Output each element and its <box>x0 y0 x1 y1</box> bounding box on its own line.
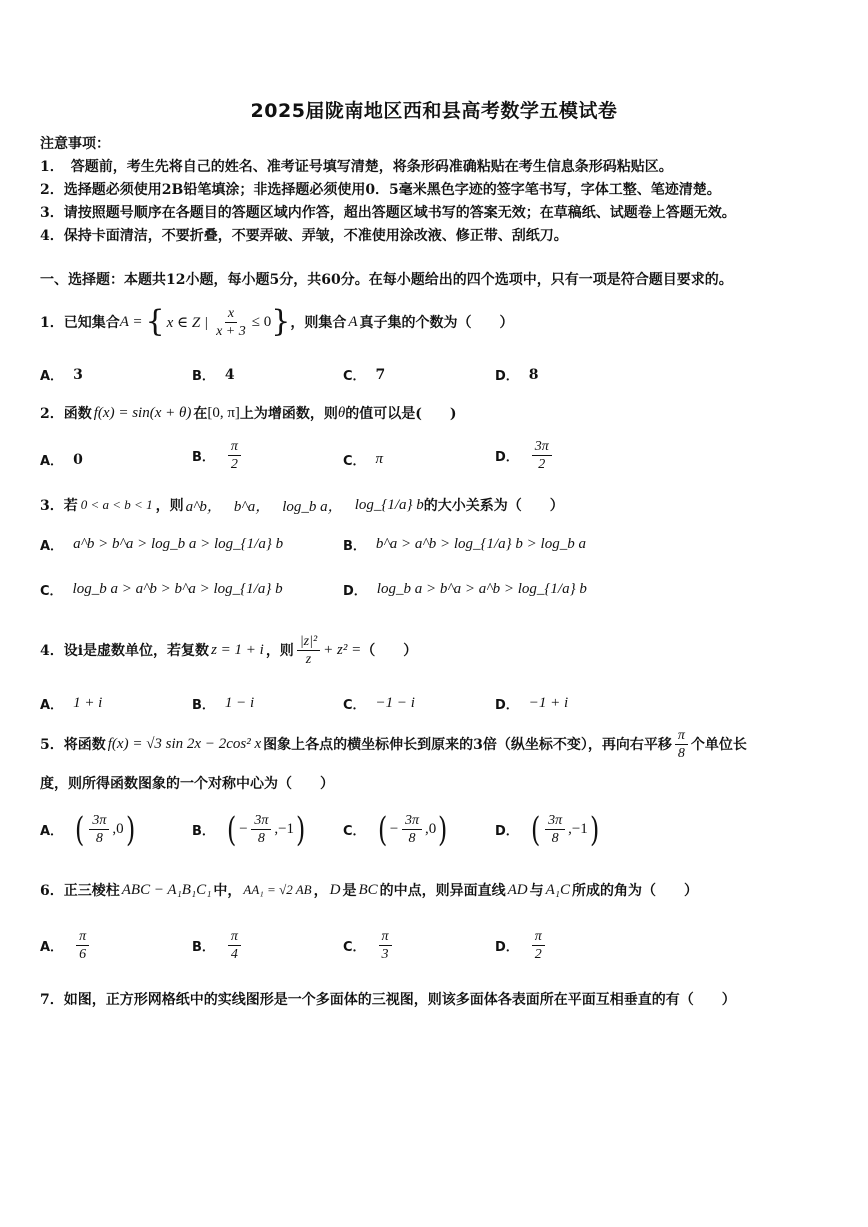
frac-num: π <box>675 727 688 745</box>
option-fraction <box>532 928 545 963</box>
option-value: 4 <box>224 366 235 383</box>
q3-option-c[interactable] <box>40 580 283 599</box>
option-fraction <box>228 928 241 963</box>
option-value: 3 <box>73 366 83 383</box>
q1-option-c[interactable] <box>343 365 385 384</box>
option-value: a^b > b^a > log_b a > log_{1/a} b <box>73 536 284 552</box>
q5-option-a[interactable] <box>40 809 137 850</box>
question-5 <box>40 724 747 764</box>
option-label: A． <box>40 940 64 955</box>
option-label: D． <box>343 584 367 599</box>
option-y: ,0 <box>424 821 437 837</box>
q6-bc: BC <box>358 881 378 898</box>
option-label: B． <box>192 940 215 955</box>
right-brace: } <box>271 304 291 339</box>
section-heading: 一、选择题：本题共12小题，每小题5分，共60分。在每小题给出的四个选项中，只有一项是符合题目要求的。 <box>40 272 733 288</box>
q3-option-b[interactable] <box>343 535 586 554</box>
notes-heading: 注意事项： <box>40 136 110 152</box>
frac-den: 2 <box>538 457 546 472</box>
q1-option-d[interactable] <box>495 365 539 384</box>
q3-prefix: 3．若 <box>40 498 78 514</box>
frac-den: 2 <box>230 457 238 472</box>
frac-den: 8 <box>257 831 265 846</box>
frac-den: 8 <box>551 831 559 846</box>
option-fraction <box>379 928 392 963</box>
left-paren: ( <box>377 809 387 850</box>
frac-num: π <box>532 928 545 946</box>
option-fraction <box>76 928 89 963</box>
q2-func: f(x) = sin(x + θ) <box>93 404 192 421</box>
q1-set-var: x ∈ Z | <box>166 314 209 331</box>
question-4 <box>40 630 417 670</box>
q4-z: z = 1 + i <box>211 641 264 658</box>
q1-option-a[interactable] <box>40 365 83 384</box>
q1-set-tail: ≤ 0 <box>251 313 272 330</box>
q2-mid: 在 <box>193 406 208 422</box>
q1-fraction <box>213 305 249 340</box>
frac-den: 8 <box>408 831 416 846</box>
option-y: ,0 <box>112 821 124 837</box>
frac-num: 3π <box>251 812 271 830</box>
q3-term: log_{1/a} b <box>354 496 424 513</box>
q6-mid: 中， <box>213 883 242 899</box>
frac-den: 8 <box>95 831 103 846</box>
q5-option-c[interactable] <box>343 809 449 850</box>
option-label: A． <box>40 369 64 384</box>
q5-func: f(x) = √3 sin 2x − 2cos² x <box>107 735 262 752</box>
frac-den: 6 <box>79 947 87 962</box>
q2-interval: [0, π] <box>207 404 240 421</box>
q2-option-c[interactable] <box>343 450 383 469</box>
option-value: 1 + i <box>73 695 103 711</box>
frac-num: π <box>228 438 241 456</box>
option-label: B． <box>192 698 215 713</box>
left-brace: { <box>145 304 165 339</box>
option-label: D． <box>495 698 519 713</box>
option-value: 7 <box>375 366 386 383</box>
q4-post: （ ） <box>361 643 418 659</box>
q2-option-b[interactable] <box>192 438 244 473</box>
q5-post: 个单位长 <box>690 737 747 753</box>
option-sign: − <box>238 821 249 837</box>
left-paren: ( <box>226 809 237 850</box>
left-paren: ( <box>530 809 541 850</box>
q3-cond: 0 < a < b < 1 <box>80 497 153 512</box>
option-fraction <box>251 812 271 847</box>
q3-post: 的大小关系为（ ） <box>423 498 564 514</box>
q1-prefix: 1．已知集合 <box>40 315 120 331</box>
option-label: A． <box>40 539 64 554</box>
right-paren: ) <box>438 809 448 850</box>
option-label: D． <box>495 824 519 839</box>
q2-var: θ <box>337 404 346 421</box>
frac-num: π <box>76 928 89 946</box>
question-7: 7．如图，正方形网格纸中的实线图形是一个多面体的三视图，则该多面体各表面所在平面互相垂直的有（ ） <box>40 992 736 1008</box>
right-paren: ) <box>296 809 306 850</box>
q4-tail: + z² = <box>323 641 362 658</box>
q1-frac-den: x + 3 <box>216 323 246 339</box>
q3-option-a[interactable] <box>40 535 283 554</box>
left-paren: ( <box>75 809 85 850</box>
q6-option-c[interactable] <box>343 928 395 963</box>
option-label: C． <box>343 369 366 384</box>
frac-den: 3 <box>381 947 389 962</box>
option-label: C． <box>343 824 366 839</box>
right-paren: ) <box>589 809 600 850</box>
page-title: 2025届陇南地区西和县高考数学五模试卷 <box>250 100 618 122</box>
option-label: B． <box>192 824 215 839</box>
question-6 <box>40 876 698 904</box>
q6-option-b[interactable] <box>192 928 244 963</box>
q1-post2: 真子集的个数为（ ） <box>359 315 514 331</box>
q2-post2: 的值可以是( ) <box>345 406 457 422</box>
option-y: ,−1 <box>274 821 295 837</box>
option-label: B． <box>192 369 215 384</box>
option-fraction <box>532 438 552 473</box>
q4-option-c[interactable] <box>343 694 415 713</box>
q1-option-b[interactable] <box>192 365 235 384</box>
option-value: 8 <box>528 366 539 383</box>
option-label: D． <box>495 369 519 384</box>
q5-line2: 度，则所得函数图象的一个对称中心为（ ） <box>40 776 334 792</box>
q6-a1c: A₁C <box>545 881 571 898</box>
option-value: 0 <box>73 451 83 468</box>
option-label: C． <box>343 698 366 713</box>
frac-num: π <box>228 928 241 946</box>
option-fraction <box>89 812 109 847</box>
q3-option-d[interactable] <box>343 580 587 599</box>
option-value: log_b a > b^a > a^b > log_{1/a} b <box>376 581 587 597</box>
option-label: A． <box>40 824 64 839</box>
q5-mid: 图象上各点的横坐标伸长到原来的3倍（纵坐标不变），再向右平移 <box>263 737 672 753</box>
frac-den: z <box>305 651 312 667</box>
frac-num: |z|² <box>297 633 320 651</box>
note-item: 2．选择题必须使用2B铅笔填涂；非选择题必须使用0．5毫米黑色字迹的签字笔书写，字体工整、笔迹清楚。 <box>40 182 721 198</box>
q4-option-d[interactable] <box>495 694 568 713</box>
q1-post: ，则集合 <box>290 315 347 331</box>
q3-mid: ，则 <box>155 498 184 514</box>
option-value: 1 − i <box>224 695 255 711</box>
question-2 <box>40 400 457 426</box>
option-label: A． <box>40 698 64 713</box>
q1-var: A <box>348 313 358 330</box>
option-value: log_b a > a^b > b^a > log_{1/a} b <box>72 581 283 597</box>
q4-fraction <box>297 633 320 668</box>
frac-den: 8 <box>677 745 685 761</box>
note-item: 1． 答题前，考生先将自己的姓名、准考证号填写清楚，将条形码准确粘贴在考生信息条形码粘贴区。 <box>40 159 673 175</box>
q3-term: b^a， <box>233 498 271 515</box>
q5-shift-fraction <box>675 727 688 762</box>
option-value: −1 + i <box>528 695 569 711</box>
q4-prefix: 4．设i是虚数单位，若复数 <box>40 643 210 659</box>
q6-and: 与 <box>529 883 544 899</box>
q6-option-a[interactable] <box>40 928 92 963</box>
option-label: C． <box>343 940 366 955</box>
question-3 <box>40 490 564 520</box>
option-label: D． <box>495 450 519 465</box>
q1-frac-num: x <box>225 305 237 323</box>
q6-prism: ABC − A₁B₁C₁ <box>121 881 212 898</box>
q6-mid2: ， <box>313 883 328 899</box>
q3-term: log_b a， <box>282 498 343 515</box>
frac-num: 3π <box>402 812 422 830</box>
option-label: B． <box>192 450 215 465</box>
q5-prefix: 5．将函数 <box>40 737 106 753</box>
q4-mid: ，则 <box>265 643 294 659</box>
q4-option-b[interactable] <box>192 694 254 713</box>
note-item: 3．请按照题号顺序在各题目的答题区域内作答，超出答题区域书写的答案无效；在草稿纸、试题卷上答题无效。 <box>40 205 736 221</box>
note-item: 4．保持卡面清洁，不要折叠，不要弄破、弄皱，不准使用涂改液、修正带、刮纸刀。 <box>40 228 568 244</box>
q6-option-d[interactable] <box>495 928 548 963</box>
q6-d: D <box>329 881 341 898</box>
q1-set-lhs: A = <box>119 313 143 330</box>
q6-post2: 所成的角为（ ） <box>572 883 699 899</box>
q6-mid3: 是 <box>342 883 357 899</box>
q2-prefix: 2．函数 <box>40 406 92 422</box>
option-fraction <box>545 812 565 847</box>
q3-term: a^b， <box>185 498 222 515</box>
option-value: −1 − i <box>375 695 415 711</box>
frac-num: 3π <box>545 812 565 830</box>
q2-option-d[interactable] <box>495 438 555 473</box>
option-label: C． <box>40 584 63 599</box>
q5-option-d[interactable] <box>495 809 601 850</box>
option-label: A． <box>40 454 64 469</box>
q2-post: 上为增函数，则 <box>239 406 338 422</box>
option-label: D． <box>495 940 519 955</box>
q2-option-a[interactable] <box>40 450 83 469</box>
frac-den: 2 <box>534 947 542 962</box>
frac-den: 4 <box>230 947 238 962</box>
option-y: ,−1 <box>568 821 588 837</box>
q6-prefix: 6．正三棱柱 <box>40 883 120 899</box>
option-value: π <box>375 451 384 467</box>
option-value: b^a > a^b > log_{1/a} b > log_b a <box>375 536 586 552</box>
question-1 <box>40 298 514 346</box>
frac-num: 3π <box>89 812 109 830</box>
right-paren: ) <box>125 809 135 850</box>
option-fraction <box>402 812 422 847</box>
q6-post: 的中点，则异面直线 <box>379 883 506 899</box>
frac-num: 3π <box>532 438 552 456</box>
q6-cond: AA₁ = √2 AB <box>243 882 312 897</box>
q4-option-a[interactable] <box>40 694 102 713</box>
q5-option-b[interactable] <box>192 809 307 850</box>
option-fraction <box>228 438 241 473</box>
option-sign: − <box>388 821 399 837</box>
frac-num: π <box>379 928 392 946</box>
option-label: B． <box>343 539 366 554</box>
q6-ad: AD <box>507 881 528 898</box>
option-label: C． <box>343 454 366 469</box>
